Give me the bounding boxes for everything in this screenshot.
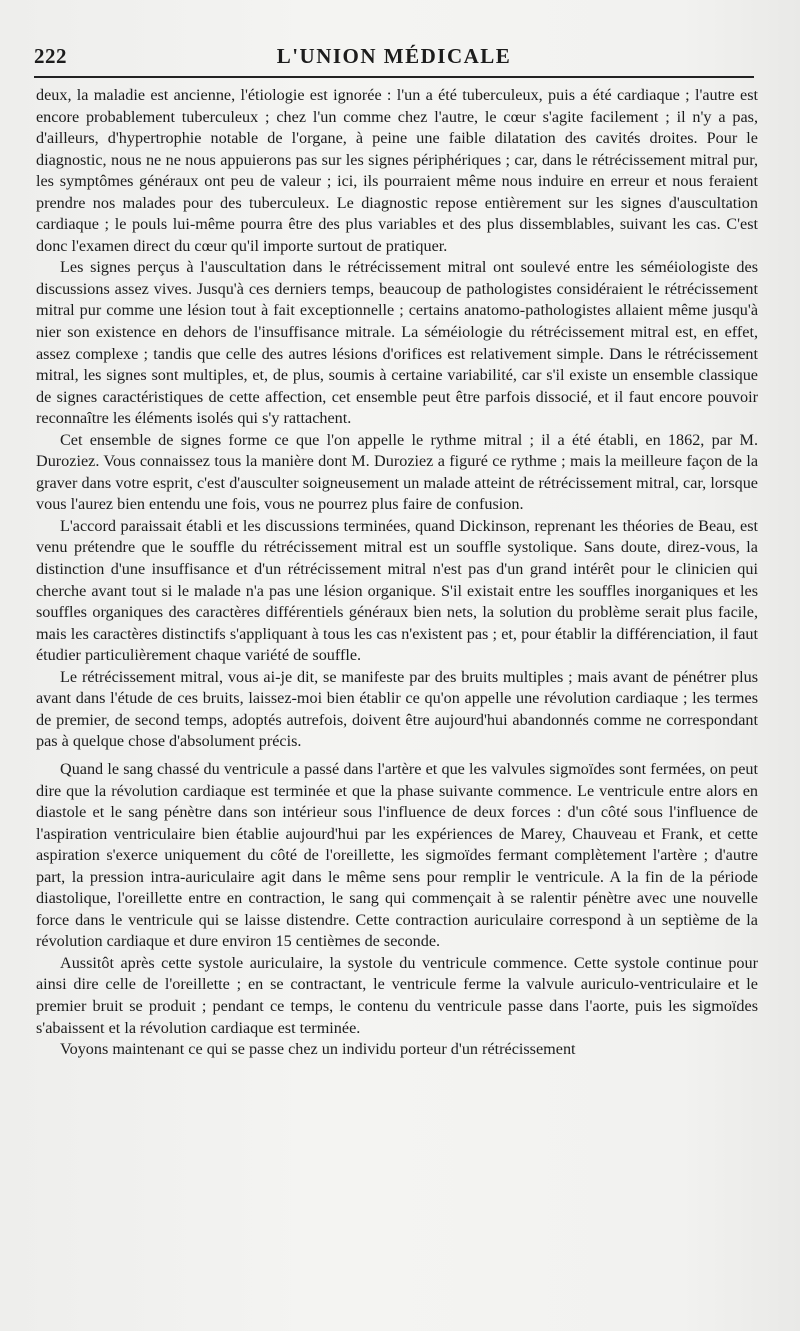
- header-rule: [34, 76, 754, 78]
- page-header: [34, 40, 754, 74]
- paragraph: Quand le sang chassé du ventricule a passé dans l'artère et que les valvules sigmoïdes sont fermées, on peut dire que la révolution cardiaque est terminée et que la phase suivante commence. Le ventricule entre alors en diastole et le sang pénètre dans son intérieur sous l'influence de deux forces : d'un côté sous l'influence de l'aspiration ventriculaire bien établie aujourd'hui par les expériences de Marey, Chauveau et Frank, et cette aspiration s'exerce uniquement du côté de l'oreillette, les sigmoïdes fermant complètement l'artère ; d'autre part, la pression intra-auriculaire agit dans le même sens pour remplir le ventricule. A la fin de la période diastolique, l'oreillette entre en contraction, le sang qui commençait à se ralentir pénètre avec une nouvelle force dans le ventricule qui se laisse distendre. Cette contraction auriculaire correspond à un septième de la révolution cardiaque et dure environ 15 centièmes de seconde.: [36, 759, 758, 951]
- paragraph: Cet ensemble de signes forme ce que l'on appelle le rythme mitral ; il a été établi, en 1862, par M. Duroziez. Vous connaissez tous la manière dont M. Duroziez a figuré ce rythme ; mais la meilleure façon de la graver dans votre esprit, c'est d'ausculter soigneusement un malade atteint de rétrécissement mitral, car, lorsque vous l'aurez bien entendu une fois, vous ne pourrez plus faire de confusion.: [36, 430, 758, 514]
- paragraph: Les signes perçus à l'auscultation dans le rétrécissement mitral ont soulevé entre les séméiologiste des discussions assez vives. Jusqu'à ces derniers temps, beaucoup de pathologistes considéraient le rétrécissement mitral pur comme une lésion tout à fait exceptionnelle ; certains anatomo-pathologistes allaient même jusqu'à nier son existence en dehors de l'insuffisance mitrale. La séméiologie du rétrécissement mitral est, en effet, assez complexe ; tandis que celle des autres lésions d'orifices est relativement simple. Dans le rétrécissement mitral, les signes sont multiples, et, de plus, soumis à certaine variabilité, car s'il existe un ensemble classique de signes caractéristiques de cette affection, cet ensemble peut être parfois dissocié, et il faut encore pouvoir reconnaître les éléments isolés qui s'y rattachent.: [36, 258, 758, 428]
- paragraph: deux, la maladie est ancienne, l'étiologie est ignorée : l'un a été tuberculeux, puis a été cardiaque ; l'autre est encore probablement tuberculeux ; chez l'un comme chez l'autre, le cœur s'agite facilement ; il n'y a pas, d'ailleurs, d'hypertrophie notable de l'organe, à peine une faible dilatation des cavités droites. Pour le diagnostic, nous ne ne nous appuierons pas sur les signes périphériques ; car, dans le rétrécissement mitral pur, les symptômes généraux ont peu de valeur ; ici, ils pourraient même nous induire en erreur et nous feraient prendre nos malades pour des tuberculeux. Le diagnostic repose entièrement sur les signes d'auscultation cardiaque ; le pouls lui-même pourra être des plus variables et des plus dissemblables, suivant les cas. C'est donc l'examen direct du cœur qu'il importe surtout de pratiquer.: [36, 86, 758, 255]
- running-title: L'UNION MÉDICALE: [276, 44, 512, 68]
- paragraph: Aussitôt après cette systole auriculaire, la systole du ventricule commence. Cette systole continue pour ainsi dire celle de l'oreillette ; en se contractant, le ventricule ferme la valvule auriculo-ventriculaire et le premier bruit se produit ; pendant ce temps, le contenu du ventricule passe dans l'aorte, puis les sigmoïdes s'abaissent et la révolution cardiaque est terminée.: [36, 953, 758, 1037]
- page-number: 222: [34, 44, 67, 68]
- body-text: [36, 85, 758, 1061]
- paragraph: Le rétrécissement mitral, vous ai-je dit, se manifeste par des bruits multiples ; mais avant de pénétrer plus avant dans l'étude de ces bruits, laissez-moi bien établir ce qu'on appelle une révolution cardiaque ; les termes de premier, de second temps, adoptés autrefois, doivent être aujourd'hui abandonnés comme ne correspondant pas à quelque chose d'absolument précis.: [36, 667, 758, 751]
- paragraph: L'accord paraissait établi et les discussions terminées, quand Dickinson, reprenant les théories de Beau, est venu prétendre que le souffle du rétrécissement mitral est un souffle systolique. Sans doute, direz-vous, la distinction d'une insuffisance et d'un rétrécissement mitral n'est pas d'un grand intérêt pour le clinicien qui cherche avant tout si le malade n'a pas une lésion organique. S'il existait entre les souffles inorganiques et les souffles organiques des caractères différentiels généraux bien nets, la solution du problème serait plus facile, mais les caractères distinctifs s'appliquant à tous les cas n'existent pas ; et, pour établir la différenciation, il faut étudier particulièrement chaque variété de souffle.: [36, 516, 758, 665]
- paragraph: Voyons maintenant ce qui se passe chez un individu porteur d'un rétrécissement: [60, 1040, 576, 1059]
